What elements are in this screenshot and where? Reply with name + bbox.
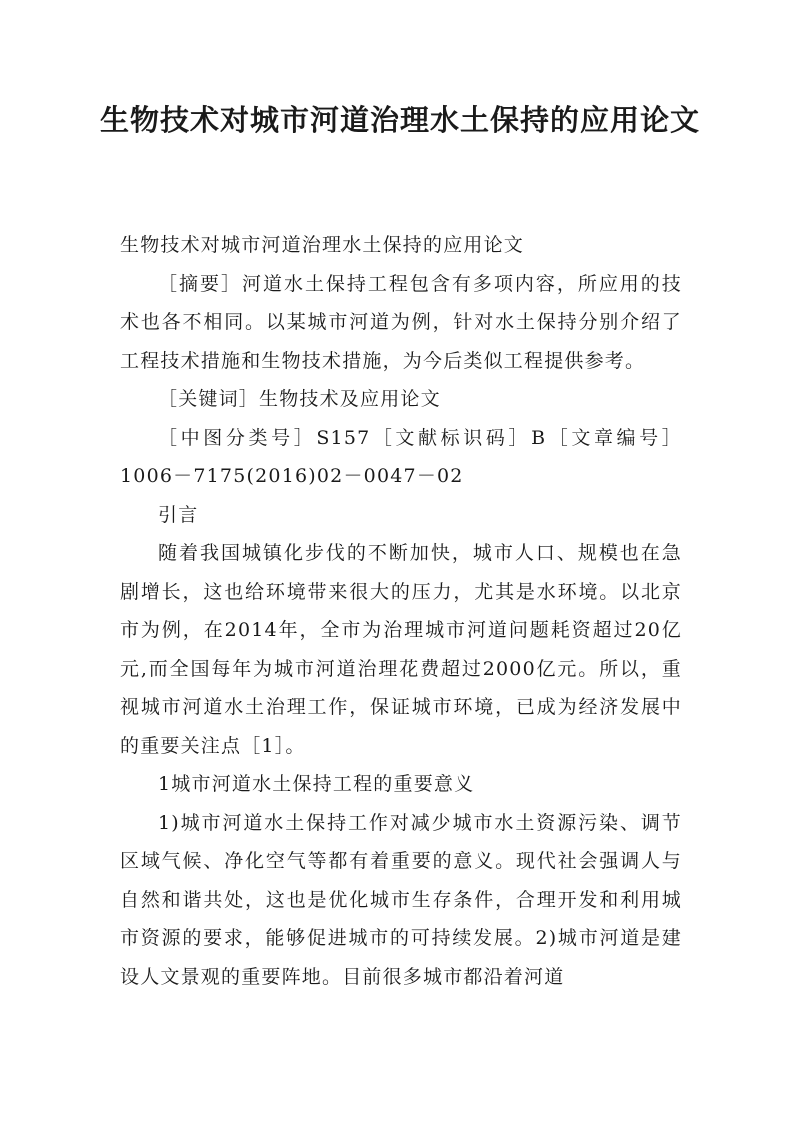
paragraph-section-1-body: 1)城市河道水土保持工作对减少城市水土资源污染、调节区域气候、净化空气等都有着重要的意义。现代社会强调人与自然和谐共处，这也是优化城市生存条件，合理开发和利用城市资源的要求，能够促进城市的可持续发展。2)城市河道是建设人文景观的重要阵地。目前很多城市都沿着河道 — [120, 811, 682, 988]
paragraph-section-1-heading: 1城市河道水土保持工程的重要意义 — [158, 773, 475, 795]
paragraph-subtitle: 生物技术对城市河道治理水土保持的应用论文 — [120, 234, 525, 256]
document-title: 生物技术对城市河道治理水土保持的应用论文 — [100, 103, 701, 137]
paragraph-abstract: ［摘要］河道水土保持工程包含有多项内容，所应用的技术也各不相同。以某城市河道为例，针对水土保持分别介绍了工程技术措施和生物技术措施，为今后类似工程提供参考。 — [120, 272, 682, 372]
document-body — [120, 226, 682, 996]
paragraph-classification: ［中图分类号］S157［文献标识码］B［文章编号］1006－7175(2016)02－0047－02 — [120, 426, 682, 487]
paragraph-intro-heading: 引言 — [158, 503, 199, 526]
paragraph-keywords: ［关键词］生物技术及应用论文 — [158, 388, 441, 410]
paragraph-intro: 随着我国城镇化步伐的不断加快，城市人口、规模也在急剧增长，这也给环境带来很大的压力，尤其是水环境。以北京市为例，在2014年，全市为治理城市河道问题耗资超过20亿元,而全国每年为城市河道治理花费超过2000亿元。所以，重视城市河道水土治理工作，保证城市环境，已成为经济发展中的重要关注点［1］。 — [120, 542, 682, 757]
